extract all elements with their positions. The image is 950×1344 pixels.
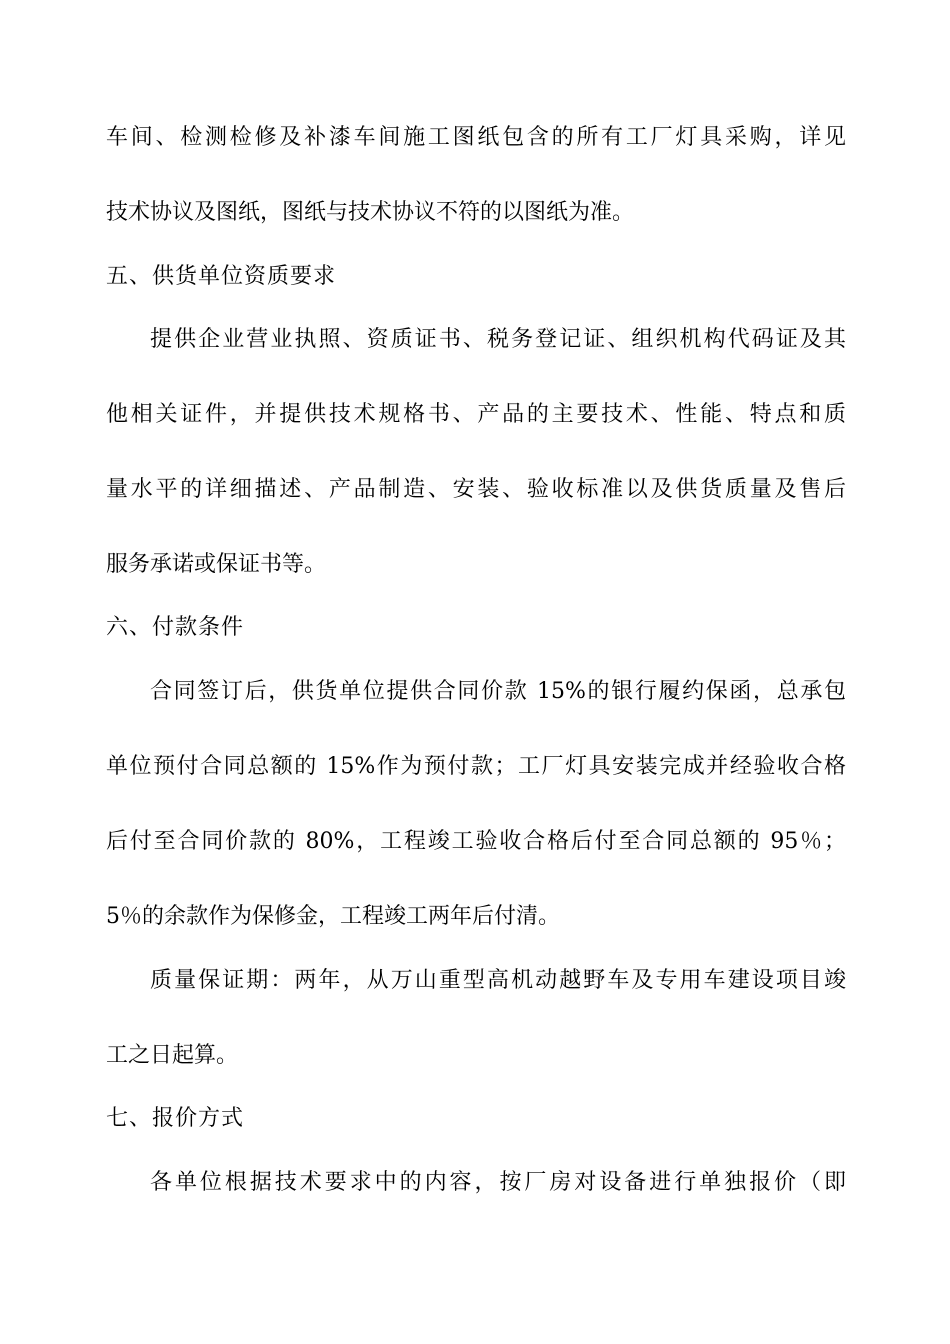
paragraph-line: 单位预付合同总额的 15%作为预付款；工厂灯具安装完成并经验收合格 (106, 754, 846, 779)
paragraph-line: 提供企业营业执照、资质证书、税务登记证、组织机构代码证及其 (150, 327, 846, 352)
paragraph-line: 量水平的详细描述、产品制造、安装、验收标准以及供货质量及售后 (106, 477, 846, 502)
paragraph-line: 服务承诺或保证书等。 (106, 552, 327, 577)
paragraph-line: 技术协议及图纸，图纸与技术协议不符的以图纸为准。 (106, 200, 635, 225)
paragraph-line: 5％的余款作为保修金，工程竣工两年后付清。 (106, 904, 560, 929)
paragraph-line: 质量保证期：两年，从万山重型高机动越野车及专用车建设项目竣 (150, 968, 846, 993)
paragraph-line: 各单位根据技术要求中的内容，按厂房对设备进行单独报价（即 (150, 1170, 846, 1195)
paragraph-line: 合同签订后，供货单位提供合同价款 15%的银行履约保函，总承包 (150, 679, 846, 704)
paragraph-line: 他相关证件，并提供技术规格书、产品的主要技术、性能、特点和质 (106, 402, 846, 427)
paragraph-line: 车间、检测检修及补漆车间施工图纸包含的所有工厂灯具采购，详见 (106, 125, 846, 150)
section-heading-7: 七、报价方式 (106, 1106, 245, 1131)
section-heading-5: 五、供货单位资质要求 (106, 264, 337, 289)
paragraph-line: 工之日起算。 (106, 1043, 239, 1068)
paragraph-line: 后付至合同价款的 80%，工程竣工验收合格后付至合同总额的 95％； (106, 829, 846, 854)
section-heading-6: 六、付款条件 (106, 615, 245, 640)
